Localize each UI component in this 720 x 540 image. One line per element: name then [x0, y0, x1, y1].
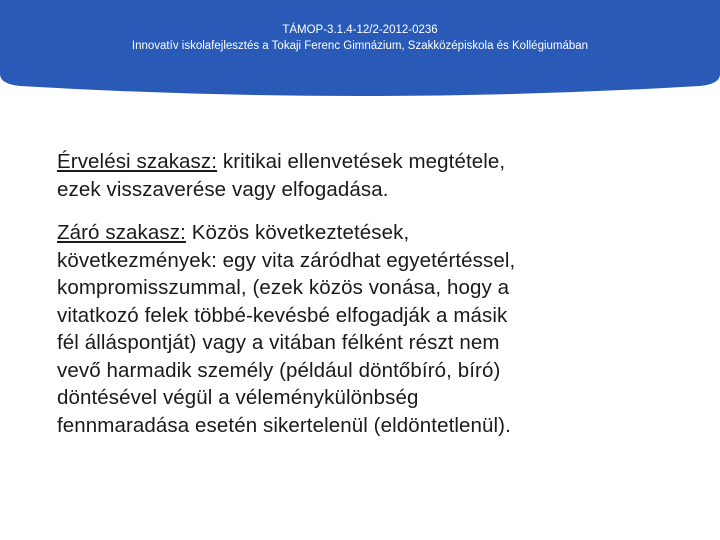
paragraph-arguing-phase [57, 148, 677, 203]
paragraph-line: következmények: egy vita záródhat egyetértéssel, [57, 248, 516, 272]
closing-phase-text: Közös következtetések, [185, 221, 410, 244]
closing-phase-heading: Záró szakasz: [57, 221, 186, 244]
project-code: TÁMOP-3.1.4-12/2-2012-0236 [282, 24, 438, 36]
slide-body [57, 148, 677, 455]
arguing-phase-text: kritikai ellenvetések megtétele, [217, 150, 506, 173]
header [0, 22, 720, 54]
arguing-phase-heading: Érvelési szakasz: [57, 150, 218, 173]
paragraph-line: vevő harmadik személy (például döntőbíró, bíró) [57, 358, 501, 382]
paragraph-line [57, 219, 677, 247]
paragraph-line: döntésével végül a véleménykülönbség [57, 386, 419, 409]
paragraph-closing-phase [57, 219, 677, 439]
paragraph-line: vitatkozó felek többé-kevésbé elfogadják a másik [57, 303, 508, 327]
paragraph-line: fél álláspontját) vagy a vitában félként részt nem [57, 331, 500, 354]
paragraph-line: ezek visszaverése vagy elfogadása. [57, 177, 389, 201]
paragraph-line [57, 148, 677, 176]
paragraph-line: kompromisszummal, (ezek közös vonása, hogy a [57, 276, 510, 299]
project-title: Innovatív iskolafejlesztés a Tokaji Ferenc Gimnázium, Szakközépiskola és Kollégiumában [131, 40, 589, 52]
paragraph-line: fennmaradása esetén sikertelenül (eldöntetlenül). [57, 413, 511, 437]
